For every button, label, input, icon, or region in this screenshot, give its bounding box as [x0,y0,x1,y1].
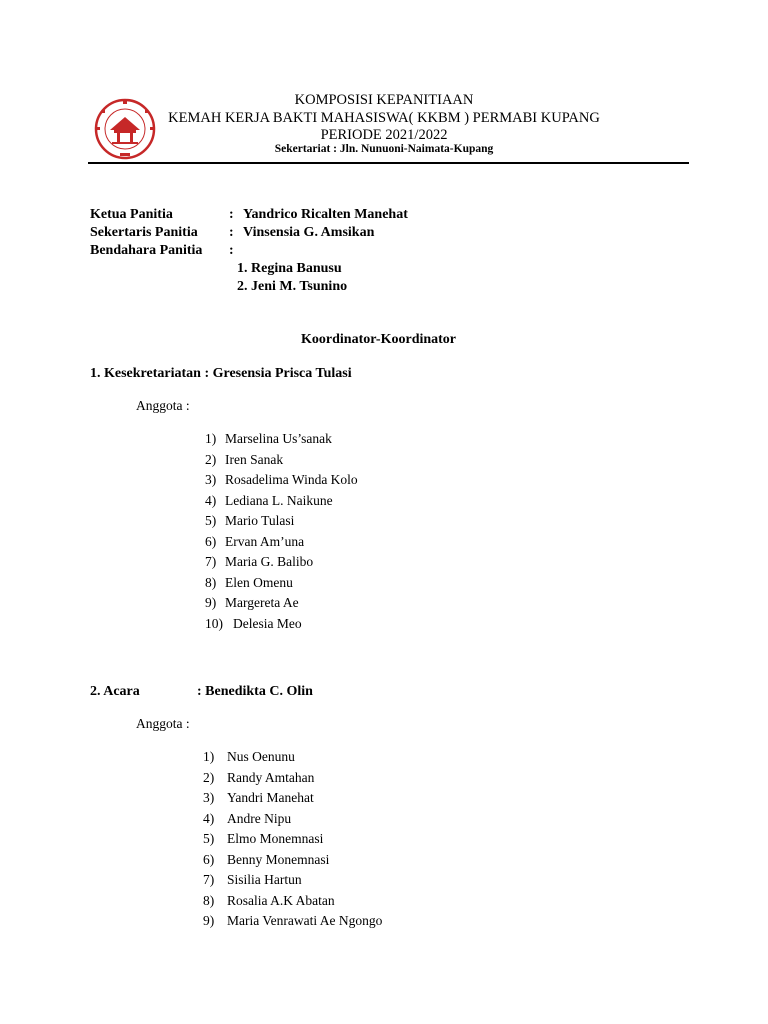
member-name: Randy Amtahan [227,769,315,785]
list-item [203,809,382,830]
list-item [203,768,382,789]
members-label: Anggota : [136,398,190,413]
treasurer-name: 2. Jeni M. Tsunino [237,279,348,294]
member-name: Ervan Am’una [225,533,305,549]
list-item [203,747,382,768]
member-name: Iren Sanak [225,451,284,467]
member-name: Yandri Manehat [227,790,314,805]
member-name: Maria Venrawati Ae Ngongo [227,913,383,928]
chair-label: Ketua Panitia [90,207,173,222]
member-name: Rosadelima Winda Kolo [225,472,358,487]
item-number: 6) [205,533,217,549]
item-number: 9) [203,913,215,928]
list-item [203,829,382,850]
list-item [205,429,358,450]
list-item [205,614,358,635]
member-name: Lediana L. Naikune [225,492,333,508]
item-number: 3) [205,472,217,487]
item-number: 8) [205,574,217,590]
item-number: 8) [203,892,215,908]
item-number: 2) [203,769,215,785]
chair-name: Yandrico Ricalten Manehat [243,207,408,222]
member-name: Margereta Ae [225,595,299,610]
members-label: Anggota : [136,716,190,731]
coordinators-heading: Koordinator-Koordinator [301,332,457,347]
list-item [205,450,358,471]
treasurer-separator: : [229,243,234,258]
list-item [205,511,358,532]
item-number: 2) [205,451,217,467]
secretary-separator: : [229,225,234,240]
treasurer-name: 1. Regina Banusu [237,261,342,276]
list-item [205,532,358,553]
secretary-label: Sekertaris Panitia [90,225,198,240]
list-item [203,870,382,891]
item-number: 5) [203,831,215,846]
list-item [203,891,382,912]
member-name: Elmo Monemnasi [227,831,324,846]
section-title: 1. Kesekretariatan : Gresensia Prisca Tulasi [90,366,352,381]
item-number: 10) [205,615,223,631]
list-item [205,593,358,614]
list-item [205,491,358,512]
member-name: Mario Tulasi [225,513,295,528]
section-title-label: 2. Acara [90,684,140,699]
member-name: Rosalia A.K Abatan [227,892,335,908]
secretariat-address: Sekertariat : Jln. Nunuoni-Naimata-Kupang [274,143,494,155]
member-name: Nus Oenunu [227,749,295,764]
member-name: Sisilia Hartun [227,872,302,887]
member-name: Marselina Us’sanak [225,431,332,446]
item-number: 7) [203,872,215,887]
item-number: 1) [205,431,217,446]
treasurer-label: Bendahara Panitia [90,243,203,258]
document-subtitle: KEMAH KERJA BAKTI MAHASISWA( KKBM ) PERMABI KUPANG [168,110,600,126]
secretary-name: Vinsensia G. Amsikan [243,225,375,240]
item-number: 4) [203,810,215,826]
list-item [203,788,382,809]
list-item [203,850,382,871]
member-name: Elen Omenu [225,574,293,590]
item-number: 9) [205,595,217,610]
document-title: KOMPOSISI KEPANITIAAN [294,92,474,108]
header-divider [88,162,689,164]
list-item [205,470,358,491]
document-period: PERIODE 2021/2022 [320,127,448,143]
member-name: Maria G. Balibo [225,554,314,569]
item-number: 1) [203,749,215,764]
member-name: Andre Nipu [227,810,292,826]
member-name: Benny Monemnasi [227,851,330,867]
list-item [205,573,358,594]
member-name: Delesia Meo [233,615,302,631]
list-item [203,911,382,932]
item-number: 3) [203,790,215,805]
section-title-value: : Benedikta C. Olin [197,684,313,699]
member-list [205,429,358,634]
item-number: 4) [205,492,217,508]
item-number: 6) [203,851,215,867]
item-number: 5) [205,513,217,528]
list-item [205,552,358,573]
chair-separator: : [229,207,234,222]
member-list [203,747,382,932]
item-number: 7) [205,554,217,569]
